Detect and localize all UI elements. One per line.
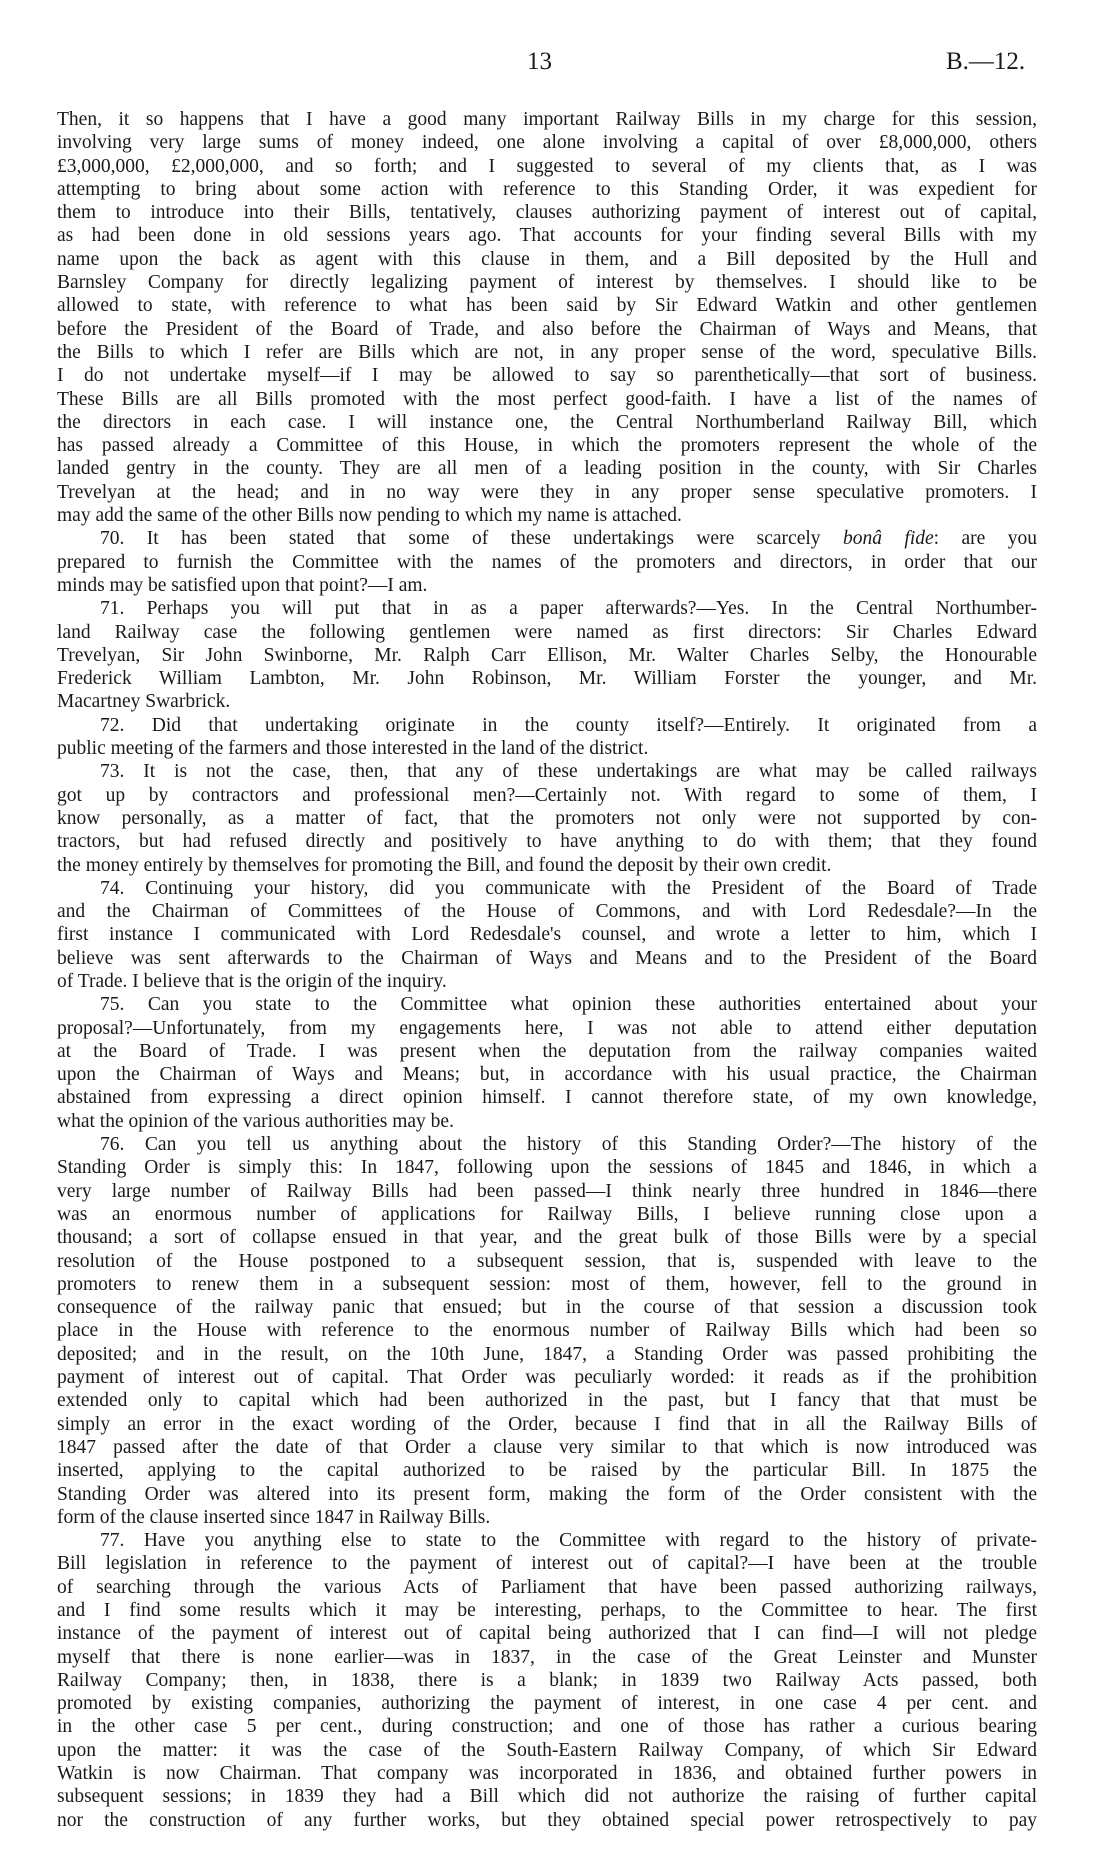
paragraph xyxy=(57,1133,1037,1529)
document-body xyxy=(57,108,1037,1832)
text-line: Bill legislation in reference to the payment of interest out of capital?—I have been at the trouble xyxy=(57,1553,1037,1575)
text-line: £3,000,000, £2,000,000, and so forth; and I suggested to several of my clients that, as I was xyxy=(57,155,1037,177)
text-line: landed gentry in the county. They are all men of a leading position in the county, with Sir Charles xyxy=(57,458,1037,480)
paragraph xyxy=(57,597,1037,713)
text-line: 1847 passed after the date of that Order a clause very similar to that which is now introduced was xyxy=(57,1436,1037,1458)
paragraph xyxy=(57,108,1037,527)
text-line xyxy=(57,527,1037,550)
text-line: the money entirely by themselves for promoting the Bill, and found the deposit by their own credit. xyxy=(57,854,832,876)
text-line: 73. It is not the case, then, that any of these undertakings are what may be called railways xyxy=(100,761,1037,783)
text-line: land Railway case the following gentlemen were named as first directors: Sir Charles Edward xyxy=(57,621,1037,643)
text-line: the Bills to which I refer are Bills which are not, in any proper sense of the word, speculative Bills. xyxy=(57,341,1037,363)
text-line: Macartney Swarbrick. xyxy=(57,691,231,713)
text-line: at the Board of Trade. I was present when the deputation from the railway companies waited xyxy=(57,1040,1037,1062)
text-line: got up by contractors and professional men?—Certainly not. With regard to some of them, I xyxy=(57,784,1037,806)
text-line: tractors, but had refused directly and positively to have anything to do with them; that they found xyxy=(57,831,1037,853)
text-line: was an enormous number of applications for Railway Bills, I believe running close upon a xyxy=(57,1203,1037,1225)
text-line: has passed already a Committee of this House, in which the promoters represent the whole of the xyxy=(57,435,1037,457)
text-line: them to introduce into their Bills, tentatively, clauses authorizing payment of interest out of capital, xyxy=(57,202,1037,224)
text-line: 75. Can you state to the Committee what opinion these authorities entertained about your xyxy=(100,994,1037,1016)
text-line: thousand; a sort of collapse ensued in that year, and the great bulk of those Bills were by a special xyxy=(57,1227,1037,1249)
text-line: 77. Have you anything else to state to the Committee with regard to the history of private- xyxy=(100,1530,1037,1552)
text-line: of searching through the various Acts of Parliament that have been passed authorizing railways, xyxy=(57,1576,1037,1598)
text-line: very large number of Railway Bills had been passed—I think nearly three hundred in 1846—there xyxy=(57,1180,1037,1202)
text-line: inserted, applying to the capital authorized to be raised by the particular Bill. In 1875 the xyxy=(57,1460,1037,1482)
text-line: public meeting of the farmers and those interested in the land of the district. xyxy=(57,738,649,760)
text-line: Trevelyan, Sir John Swinborne, Mr. Ralph Carr Ellison, Mr. Walter Charles Selby, the Honourable xyxy=(57,644,1037,666)
text-line: upon the Chairman of Ways and Means; but, in accordance with his usual practice, the Chairman xyxy=(57,1064,1037,1086)
text-line: upon the matter: it was the case of the South-Eastern Railway Company, of which Sir Edward xyxy=(57,1739,1037,1761)
text-line: I do not undertake myself—if I may be allowed to say so parenthetically—that sort of business. xyxy=(57,365,1037,387)
text-line: before the President of the Board of Trade, and also before the Chairman of Ways and Means, that xyxy=(57,318,1037,340)
text-line: nor the construction of any further works, but they obtained special power retrospectively to pay xyxy=(57,1809,1037,1831)
text-line: myself that there is none earlier—was in 1837, in the case of the Great Leinster and Munster xyxy=(57,1646,1037,1668)
text-line: 71. Perhaps you will put that in as a paper afterwards?—Yes. In the Central Northumber- xyxy=(100,598,1037,620)
text-line: name upon the back as agent with this clause in them, and a Bill deposited by the Hull and xyxy=(57,248,1037,270)
text-line: as had been done in old sessions years ago. That accounts for your finding several Bills with my xyxy=(57,225,1037,247)
text-line: promoted by existing companies, authorizing the payment of interest, in one case 4 per cent. and xyxy=(57,1693,1037,1715)
text-line: promoters to renew them in a subsequent session: most of them, however, fell to the ground in xyxy=(57,1273,1037,1295)
text-line: Trevelyan at the head; and in no way were they in any proper sense speculative promoters. I xyxy=(57,481,1037,503)
text-line: 72. Did that undertaking originate in the county itself?—Entirely. It originated from a xyxy=(100,714,1037,736)
text-line: abstained from expressing a direct opinion himself. I cannot therefore state, of my own knowledge, xyxy=(57,1087,1037,1109)
paragraph xyxy=(57,527,1037,597)
text-line: know personally, as a matter of fact, that the promoters not only were not supported by con- xyxy=(57,807,1037,829)
text-line: 74. Continuing your history, did you communicate with the President of the Board of Trade xyxy=(100,877,1037,899)
text-line: may add the same of the other Bills now pending to which my name is attached. xyxy=(57,505,682,527)
paragraph xyxy=(57,877,1037,993)
document-reference: B.—12. xyxy=(946,48,1026,75)
paragraph xyxy=(57,714,1037,761)
text-line: and the Chairman of Committees of the House of Commons, and with Lord Redesdale?—In the xyxy=(57,901,1037,923)
text-segment: : are you xyxy=(933,528,1037,550)
text-line: 76. Can you tell us anything about the history of this Standing Order?—The history of the xyxy=(100,1134,1037,1156)
page-number: 13 xyxy=(527,48,552,75)
text-line: subsequent sessions; in 1839 they had a Bill which did not authorize the raising of further capital xyxy=(57,1786,1037,1808)
text-line: place in the House with reference to the enormous number of Railway Bills which had been so xyxy=(57,1320,1037,1342)
text-line: attempting to bring about some action with reference to this Standing Order, it was expedient for xyxy=(57,178,1037,200)
text-line: consequence of the railway panic that ensued; but in the course of that session a discussion took xyxy=(57,1297,1037,1319)
text-line: instance of the payment of interest out of capital being authorized that I can find—I will not pledge xyxy=(57,1623,1037,1645)
text-line: Standing Order was altered into its present form, making the form of the Order consistent with the xyxy=(57,1483,1037,1505)
text-line: allowed to state, with reference to what has been said by Sir Edward Watkin and other gentlemen xyxy=(57,295,1037,317)
text-line: simply an error in the exact wording of the Order, because I find that in all the Railway Bills of xyxy=(57,1413,1037,1435)
text-line: Barnsley Company for directly legalizing payment of interest by themselves. I should like to be xyxy=(57,272,1037,294)
text-line: form of the clause inserted since 1847 in Railway Bills. xyxy=(57,1506,491,1528)
text-line: prepared to furnish the Committee with the names of the promoters and directors, in order that our xyxy=(57,551,1037,573)
text-line: first instance I communicated with Lord Redesdale's counsel, and wrote a letter to him, which I xyxy=(57,924,1037,946)
text-line: resolution of the House postponed to a subsequent session, that is, suspended with leave to the xyxy=(57,1250,1037,1272)
italic-phrase: bonâ fide xyxy=(842,528,934,550)
text-line: Railway Company; then, in 1838, there is a blank; in 1839 two Railway Acts passed, both xyxy=(57,1669,1037,1691)
text-line: minds may be satisfied upon that point?—I am. xyxy=(57,574,428,596)
text-line: payment of interest out of capital. That Order was peculiarly worded: it reads as if the prohibition xyxy=(57,1367,1037,1389)
text-line: deposited; and in the result, on the 10th June, 1847, a Standing Order was passed prohibiting the xyxy=(57,1343,1037,1365)
paragraph xyxy=(57,1529,1037,1832)
text-line: These Bills are all Bills promoted with the most perfect good-faith. I have a list of the names of xyxy=(57,388,1037,410)
text-line: involving very large sums of money indeed, one alone involving a capital of over £8,000,000, others xyxy=(57,132,1037,154)
text-line: Then, it so happens that I have a good many important Railway Bills in my charge for this session, xyxy=(57,109,1037,130)
text-line: proposal?—Unfortunately, from my engagements here, I was not able to attend either deputation xyxy=(57,1017,1037,1039)
text-line: of Trade. I believe that is the origin of the inquiry. xyxy=(57,970,447,992)
paragraph xyxy=(57,993,1037,1133)
text-line: extended only to capital which had been authorized in the past, but I fancy that that must be xyxy=(57,1390,1037,1412)
text-line: Frederick William Lambton, Mr. John Robinson, Mr. William Forster the younger, and Mr. xyxy=(57,668,1037,690)
text-line: Watkin is now Chairman. That company was incorporated in 1836, and obtained further powers in xyxy=(57,1763,1037,1785)
paragraph xyxy=(57,760,1037,876)
text-line: the directors in each case. I will instance one, the Central Northumberland Railway Bill, which xyxy=(57,411,1037,433)
text-line: Standing Order is simply this: In 1847, following upon the sessions of 1845 and 1846, in which a xyxy=(57,1157,1037,1179)
text-line: in the other case 5 per cent., during construction; and one of those has rather a curious bearing xyxy=(57,1716,1037,1738)
text-line: believe was sent afterwards to the Chairman of Ways and Means and to the President of the Board xyxy=(57,947,1037,969)
text-segment: 70. It has been stated that some of these undertakings were scarcely xyxy=(100,528,843,550)
text-line: what the opinion of the various authorities may be. xyxy=(57,1110,454,1132)
text-line: and I find some results which it may be interesting, perhaps, to the Committee to hear. The first xyxy=(57,1600,1037,1621)
